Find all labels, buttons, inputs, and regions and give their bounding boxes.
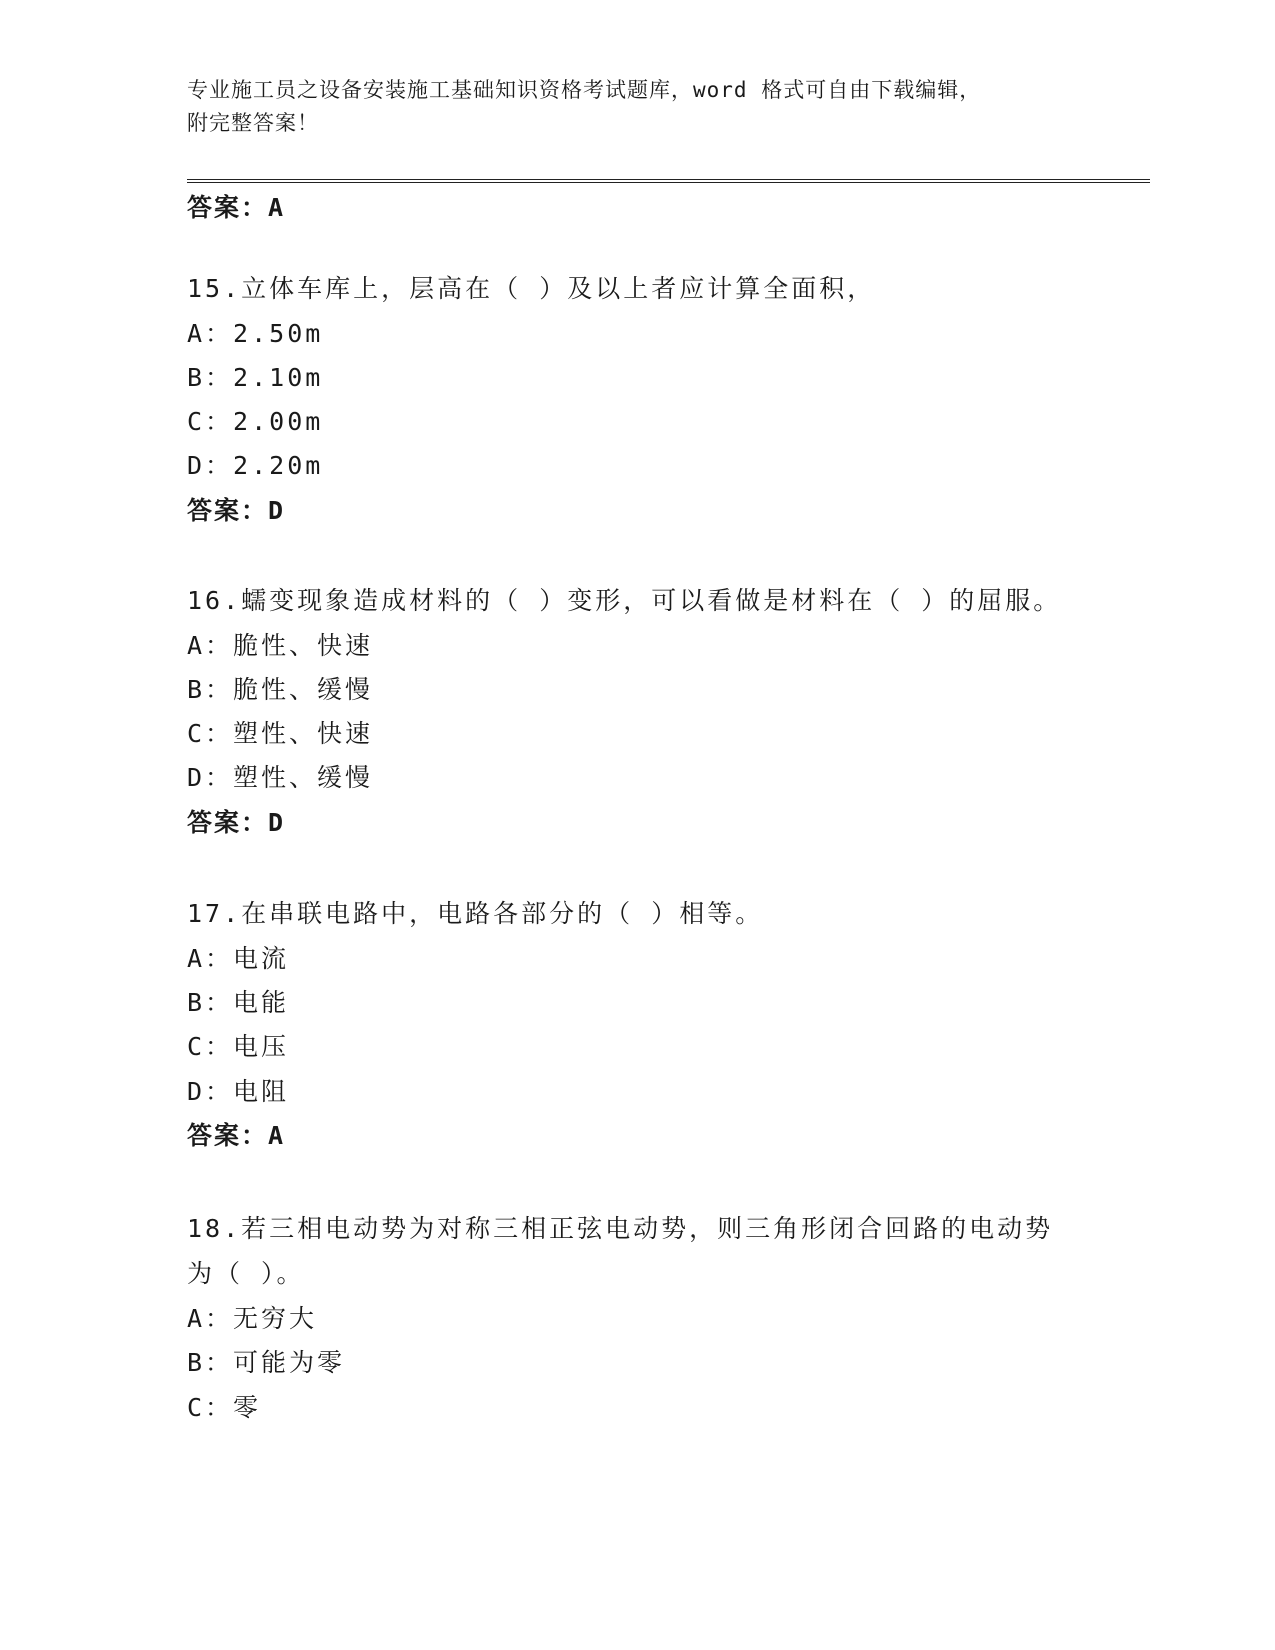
question-18-option-b: B：可能为零 (187, 1348, 346, 1377)
answer-label: 答案： (187, 193, 269, 222)
question-17-option-c: C：电压 (187, 1032, 290, 1061)
answer-value: D (268, 496, 286, 525)
question-18-stem: 18.若三相电动势为对称三相正弦电动势，则三角形闭合回路的电动势为（ ）。 (187, 1214, 1054, 1288)
answer-label: 答案： (187, 1121, 269, 1150)
question-15-option-c: C：2.00m (187, 407, 324, 436)
question-15-option-a: A：2.50m (187, 319, 324, 348)
question-15-stem: 15.立体车库上，层高在（ ）及以上者应计算全面积， (187, 274, 876, 303)
question-15-option-b: B：2.10m (187, 363, 324, 392)
question-15-option-d: D：2.20m (187, 451, 324, 480)
question-17-option-d: D：电阻 (187, 1077, 290, 1106)
question-17-option-a: A：电流 (187, 944, 290, 973)
question-17-answer (187, 1119, 285, 1153)
question-17-stem: 17.在串联电路中，电路各部分的（ ）相等。 (187, 899, 764, 928)
answer-label: 答案： (187, 808, 269, 837)
answer-value: A (268, 193, 286, 222)
question-17-option-b: B：电能 (187, 988, 290, 1017)
question-16-option-a: A：脆性、快速 (187, 631, 374, 660)
question-16-answer (187, 806, 285, 840)
question-16-option-d: D：塑性、缓慢 (187, 763, 374, 792)
question-16-stem: 16.蠕变现象造成材料的（ ）变形，可以看做是材料在（ ）的屈服。 (187, 586, 1062, 615)
header-line-1: 专业施工员之设备安装施工基础知识资格考试题库，word 格式可自由下载编辑， (187, 78, 982, 102)
answer-value: D (268, 808, 286, 837)
question-15-answer (187, 494, 285, 528)
header-line-2: 附完整答案！ (187, 111, 319, 135)
header-divider (187, 179, 1150, 183)
question-16-option-c: C：塑性、快速 (187, 719, 374, 748)
question-18-option-c: C：零 (187, 1393, 262, 1422)
question-18-option-a: A：无穷大 (187, 1304, 318, 1333)
answer-value: A (268, 1121, 286, 1150)
question-16-option-b: B：脆性、缓慢 (187, 675, 374, 704)
answer-label: 答案： (187, 496, 269, 525)
answer-carryover (187, 191, 285, 225)
document-header (187, 74, 1067, 140)
